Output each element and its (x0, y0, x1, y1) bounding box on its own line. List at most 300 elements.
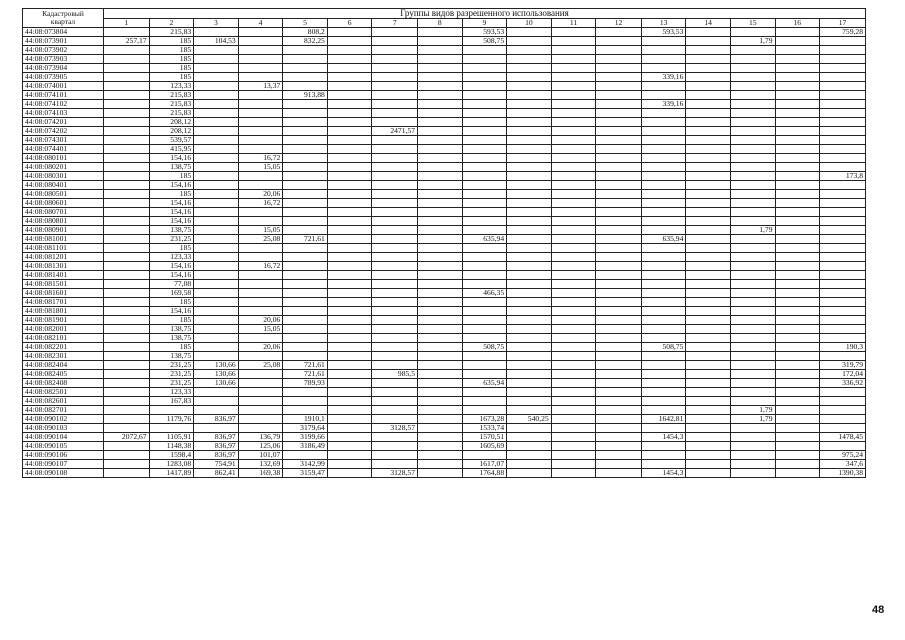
value-cell-group-17 (820, 244, 866, 253)
value-cell-group-6 (327, 316, 372, 325)
value-cell-group-6 (327, 37, 372, 46)
value-cell-group-7 (372, 154, 418, 163)
value-cell-group-7: 2471,57 (372, 127, 418, 136)
value-cell-group-10 (507, 253, 552, 262)
value-cell-group-15: 1,79 (730, 406, 775, 415)
value-cell-group-1 (104, 172, 150, 181)
value-cell-group-1 (104, 361, 150, 370)
cadastral-quarter-cell: 44:08:074401 (23, 145, 104, 154)
cadastral-quarter-cell: 44:08:090105 (23, 442, 104, 451)
value-cell-group-10 (507, 127, 552, 136)
value-cell-group-15 (730, 235, 775, 244)
value-cell-group-4 (238, 172, 283, 181)
value-cell-group-1 (104, 352, 150, 361)
value-cell-group-7 (372, 316, 418, 325)
value-cell-group-12 (596, 100, 642, 109)
value-cell-group-1 (104, 262, 150, 271)
value-cell-group-4 (238, 370, 283, 379)
value-cell-group-12 (596, 361, 642, 370)
value-cell-group-14 (686, 352, 731, 361)
table-row (23, 289, 866, 298)
value-cell-group-11 (551, 253, 596, 262)
value-cell-group-6 (327, 397, 372, 406)
value-cell-group-16 (775, 190, 820, 199)
value-cell-group-8 (418, 442, 463, 451)
value-cell-group-8 (418, 154, 463, 163)
value-cell-group-11 (551, 361, 596, 370)
value-cell-group-6 (327, 208, 372, 217)
table-row (23, 370, 866, 379)
value-cell-group-16 (775, 37, 820, 46)
value-cell-group-5 (283, 73, 328, 82)
value-cell-group-9 (462, 118, 507, 127)
value-cell-group-2: 154,16 (149, 271, 194, 280)
page-number: 48 (872, 604, 885, 616)
value-cell-group-10 (507, 55, 552, 64)
value-cell-group-4: 16,72 (238, 154, 283, 163)
value-cell-group-16 (775, 262, 820, 271)
value-cell-group-11 (551, 469, 596, 478)
cadastral-quarter-cell: 44:08:080401 (23, 181, 104, 190)
value-cell-group-3 (194, 181, 239, 190)
value-cell-group-13 (641, 127, 686, 136)
value-cell-group-1 (104, 100, 150, 109)
value-cell-group-12 (596, 343, 642, 352)
value-cell-group-10 (507, 154, 552, 163)
value-cell-group-3 (194, 145, 239, 154)
column-number-5: 5 (283, 19, 328, 28)
value-cell-group-3 (194, 280, 239, 289)
value-cell-group-16 (775, 172, 820, 181)
column-number-7: 7 (372, 19, 418, 28)
value-cell-group-7 (372, 262, 418, 271)
value-cell-group-16 (775, 154, 820, 163)
value-cell-group-13 (641, 271, 686, 280)
value-cell-group-10 (507, 343, 552, 352)
value-cell-group-9: 593,53 (462, 28, 507, 37)
value-cell-group-11 (551, 163, 596, 172)
value-cell-group-6 (327, 190, 372, 199)
cadastral-quarter-cell: 44:08:082001 (23, 325, 104, 334)
value-cell-group-8 (418, 406, 463, 415)
value-cell-group-13 (641, 244, 686, 253)
value-cell-group-8 (418, 172, 463, 181)
value-cell-group-11 (551, 316, 596, 325)
value-cell-group-13 (641, 64, 686, 73)
value-cell-group-13 (641, 190, 686, 199)
value-cell-group-10 (507, 91, 552, 100)
value-cell-group-12 (596, 397, 642, 406)
value-cell-group-17 (820, 145, 866, 154)
value-cell-group-1 (104, 424, 150, 433)
value-cell-group-6 (327, 172, 372, 181)
value-cell-group-1 (104, 199, 150, 208)
value-cell-group-15 (730, 73, 775, 82)
value-cell-group-9 (462, 181, 507, 190)
value-cell-group-4 (238, 91, 283, 100)
value-cell-group-8 (418, 361, 463, 370)
value-cell-group-9: 1617,07 (462, 460, 507, 469)
value-cell-group-17: 1390,38 (820, 469, 866, 478)
value-cell-group-14 (686, 91, 731, 100)
value-cell-group-5 (283, 289, 328, 298)
cadastral-quarter-cell: 44:08:082408 (23, 379, 104, 388)
value-cell-group-3 (194, 208, 239, 217)
value-cell-group-3 (194, 118, 239, 127)
value-cell-group-5 (283, 145, 328, 154)
value-cell-group-14 (686, 415, 731, 424)
value-cell-group-7 (372, 217, 418, 226)
value-cell-group-17 (820, 262, 866, 271)
value-cell-group-2: 231,25 (149, 379, 194, 388)
value-cell-group-3 (194, 325, 239, 334)
value-cell-group-12 (596, 64, 642, 73)
column-number-11: 11 (551, 19, 596, 28)
value-cell-group-13 (641, 379, 686, 388)
value-cell-group-5: 789,93 (283, 379, 328, 388)
value-cell-group-5 (283, 55, 328, 64)
value-cell-group-12 (596, 316, 642, 325)
value-cell-group-4: 15,05 (238, 163, 283, 172)
value-cell-group-17 (820, 226, 866, 235)
value-cell-group-1: 2072,67 (104, 433, 150, 442)
value-cell-group-7 (372, 406, 418, 415)
value-cell-group-1 (104, 46, 150, 55)
value-cell-group-13 (641, 388, 686, 397)
value-cell-group-8 (418, 307, 463, 316)
value-cell-group-12 (596, 298, 642, 307)
value-cell-group-6 (327, 442, 372, 451)
value-cell-group-8 (418, 343, 463, 352)
value-cell-group-16 (775, 91, 820, 100)
value-cell-group-15 (730, 271, 775, 280)
value-cell-group-8 (418, 334, 463, 343)
value-cell-group-4 (238, 334, 283, 343)
value-cell-group-14 (686, 370, 731, 379)
value-cell-group-6 (327, 136, 372, 145)
value-cell-group-5: 3142,99 (283, 460, 328, 469)
value-cell-group-4 (238, 55, 283, 64)
value-cell-group-15 (730, 136, 775, 145)
value-cell-group-14 (686, 118, 731, 127)
value-cell-group-17 (820, 37, 866, 46)
value-cell-group-10 (507, 109, 552, 118)
value-cell-group-7 (372, 100, 418, 109)
value-cell-group-8 (418, 163, 463, 172)
value-cell-group-2: 1598,4 (149, 451, 194, 460)
cadastral-quarter-cell: 44:08:073901 (23, 37, 104, 46)
cadastral-quarter-cell: 44:08:081101 (23, 244, 104, 253)
value-cell-group-10 (507, 424, 552, 433)
cadastral-quarter-cell: 44:08:090102 (23, 415, 104, 424)
value-cell-group-5 (283, 406, 328, 415)
value-cell-group-15: 1,79 (730, 37, 775, 46)
value-cell-group-5 (283, 397, 328, 406)
value-cell-group-12 (596, 73, 642, 82)
value-cell-group-5 (283, 46, 328, 55)
value-cell-group-5 (283, 172, 328, 181)
value-cell-group-14 (686, 253, 731, 262)
value-cell-group-12 (596, 37, 642, 46)
value-cell-group-2 (149, 406, 194, 415)
value-cell-group-12 (596, 424, 642, 433)
value-cell-group-2: 138,75 (149, 334, 194, 343)
value-cell-group-3: 104,53 (194, 37, 239, 46)
value-cell-group-5 (283, 325, 328, 334)
value-cell-group-16 (775, 217, 820, 226)
value-cell-group-16 (775, 316, 820, 325)
value-cell-group-12 (596, 163, 642, 172)
kadastr-header-line2: квартал (50, 17, 76, 26)
value-cell-group-8 (418, 415, 463, 424)
value-cell-group-15 (730, 352, 775, 361)
value-cell-group-12 (596, 370, 642, 379)
value-cell-group-15: 1,79 (730, 415, 775, 424)
value-cell-group-11 (551, 190, 596, 199)
value-cell-group-15 (730, 91, 775, 100)
table-row (23, 433, 866, 442)
value-cell-group-4 (238, 244, 283, 253)
value-cell-group-13 (641, 460, 686, 469)
value-cell-group-2: 185 (149, 316, 194, 325)
value-cell-group-7 (372, 307, 418, 316)
value-cell-group-17 (820, 46, 866, 55)
table-row (23, 145, 866, 154)
value-cell-group-16 (775, 163, 820, 172)
value-cell-group-9: 508,75 (462, 343, 507, 352)
value-cell-group-17 (820, 154, 866, 163)
value-cell-group-17 (820, 199, 866, 208)
kadastr-column-header (23, 9, 104, 28)
cadastral-quarter-cell: 44:08:080601 (23, 199, 104, 208)
value-cell-group-6 (327, 433, 372, 442)
value-cell-group-5 (283, 181, 328, 190)
value-cell-group-14 (686, 433, 731, 442)
value-cell-group-5: 3179,64 (283, 424, 328, 433)
value-cell-group-15 (730, 190, 775, 199)
value-cell-group-4: 101,07 (238, 451, 283, 460)
value-cell-group-3 (194, 136, 239, 145)
value-cell-group-2: 231,25 (149, 370, 194, 379)
value-cell-group-3: 836,97 (194, 433, 239, 442)
value-cell-group-11 (551, 433, 596, 442)
value-cell-group-2: 185 (149, 298, 194, 307)
value-cell-group-8 (418, 289, 463, 298)
value-cell-group-12 (596, 334, 642, 343)
value-cell-group-12 (596, 235, 642, 244)
value-cell-group-8 (418, 298, 463, 307)
value-cell-group-2: 185 (149, 64, 194, 73)
value-cell-group-11 (551, 28, 596, 37)
value-cell-group-4 (238, 298, 283, 307)
value-cell-group-5 (283, 208, 328, 217)
cadastral-quarter-cell: 44:08:073904 (23, 64, 104, 73)
value-cell-group-16 (775, 451, 820, 460)
table-row (23, 343, 866, 352)
value-cell-group-7 (372, 397, 418, 406)
value-cell-group-9 (462, 280, 507, 289)
value-cell-group-15 (730, 451, 775, 460)
value-cell-group-12 (596, 136, 642, 145)
value-cell-group-7 (372, 244, 418, 253)
value-cell-group-11 (551, 442, 596, 451)
value-cell-group-13 (641, 361, 686, 370)
value-cell-group-13 (641, 253, 686, 262)
value-cell-group-4: 136,79 (238, 433, 283, 442)
value-cell-group-11 (551, 154, 596, 163)
value-cell-group-15 (730, 388, 775, 397)
value-cell-group-8 (418, 136, 463, 145)
table-body (23, 28, 866, 478)
value-cell-group-15 (730, 208, 775, 217)
value-cell-group-11 (551, 451, 596, 460)
value-cell-group-1 (104, 271, 150, 280)
value-cell-group-2: 231,25 (149, 235, 194, 244)
value-cell-group-1 (104, 334, 150, 343)
value-cell-group-2: 208,12 (149, 127, 194, 136)
value-cell-group-6 (327, 271, 372, 280)
value-cell-group-8 (418, 262, 463, 271)
value-cell-group-14 (686, 190, 731, 199)
value-cell-group-17 (820, 55, 866, 64)
value-cell-group-9: 1570,51 (462, 433, 507, 442)
value-cell-group-7 (372, 415, 418, 424)
value-cell-group-5 (283, 316, 328, 325)
value-cell-group-11 (551, 289, 596, 298)
value-cell-group-15 (730, 28, 775, 37)
value-cell-group-2: 185 (149, 190, 194, 199)
value-cell-group-5: 913,88 (283, 91, 328, 100)
value-cell-group-17: 975,24 (820, 451, 866, 460)
value-cell-group-17 (820, 298, 866, 307)
value-cell-group-12 (596, 352, 642, 361)
value-cell-group-10 (507, 217, 552, 226)
cadastral-quarter-cell: 44:08:090107 (23, 460, 104, 469)
value-cell-group-17 (820, 100, 866, 109)
value-cell-group-7: 3128,57 (372, 424, 418, 433)
value-cell-group-8 (418, 190, 463, 199)
cadastral-quarter-cell: 44:08:080501 (23, 190, 104, 199)
table-row (23, 181, 866, 190)
cadastral-quarter-cell: 44:08:074202 (23, 127, 104, 136)
value-cell-group-4 (238, 28, 283, 37)
value-cell-group-9 (462, 64, 507, 73)
value-cell-group-3 (194, 235, 239, 244)
value-cell-group-17: 1478,45 (820, 433, 866, 442)
value-cell-group-10 (507, 262, 552, 271)
value-cell-group-13 (641, 298, 686, 307)
value-cell-group-7 (372, 379, 418, 388)
value-cell-group-9 (462, 361, 507, 370)
column-number-14: 14 (686, 19, 731, 28)
value-cell-group-2: 154,16 (149, 199, 194, 208)
value-cell-group-13: 593,53 (641, 28, 686, 37)
value-cell-group-1 (104, 145, 150, 154)
value-cell-group-10 (507, 199, 552, 208)
value-cell-group-8 (418, 433, 463, 442)
value-cell-group-14 (686, 289, 731, 298)
value-cell-group-14 (686, 307, 731, 316)
value-cell-group-11 (551, 118, 596, 127)
value-cell-group-7 (372, 82, 418, 91)
value-cell-group-3: 754,91 (194, 460, 239, 469)
value-cell-group-12 (596, 55, 642, 64)
value-cell-group-16 (775, 361, 820, 370)
value-cell-group-9 (462, 406, 507, 415)
value-cell-group-15 (730, 100, 775, 109)
value-cell-group-11 (551, 262, 596, 271)
value-cell-group-6 (327, 352, 372, 361)
value-cell-group-4 (238, 424, 283, 433)
value-cell-group-7 (372, 460, 418, 469)
cadastral-quarter-cell: 44:08:080301 (23, 172, 104, 181)
value-cell-group-17 (820, 190, 866, 199)
value-cell-group-4 (238, 388, 283, 397)
value-cell-group-11 (551, 199, 596, 208)
table-row (23, 379, 866, 388)
cadastral-quarter-cell: 44:08:090104 (23, 433, 104, 442)
value-cell-group-3 (194, 316, 239, 325)
value-cell-group-5 (283, 217, 328, 226)
value-cell-group-16 (775, 46, 820, 55)
value-cell-group-6 (327, 199, 372, 208)
value-cell-group-10 (507, 64, 552, 73)
value-cell-group-17 (820, 253, 866, 262)
cadastral-quarter-cell: 44:08:080901 (23, 226, 104, 235)
value-cell-group-5 (283, 451, 328, 460)
value-cell-group-11 (551, 208, 596, 217)
value-cell-group-1 (104, 118, 150, 127)
value-cell-group-16 (775, 244, 820, 253)
value-cell-group-4 (238, 208, 283, 217)
cadastral-quarter-cell: 44:08:080101 (23, 154, 104, 163)
table-row (23, 64, 866, 73)
value-cell-group-6 (327, 118, 372, 127)
value-cell-group-11 (551, 406, 596, 415)
value-cell-group-6 (327, 82, 372, 91)
value-cell-group-4 (238, 397, 283, 406)
value-cell-group-17 (820, 163, 866, 172)
value-cell-group-8 (418, 253, 463, 262)
value-cell-group-10 (507, 136, 552, 145)
table-row (23, 361, 866, 370)
value-cell-group-4 (238, 271, 283, 280)
value-cell-group-5 (283, 136, 328, 145)
value-cell-group-9 (462, 145, 507, 154)
value-cell-group-16 (775, 442, 820, 451)
value-cell-group-2: 1148,38 (149, 442, 194, 451)
table-row (23, 190, 866, 199)
value-cell-group-13 (641, 145, 686, 154)
value-cell-group-10 (507, 316, 552, 325)
value-cell-group-1 (104, 289, 150, 298)
value-cell-group-1 (104, 325, 150, 334)
value-cell-group-11 (551, 343, 596, 352)
value-cell-group-4 (238, 352, 283, 361)
value-cell-group-15 (730, 343, 775, 352)
value-cell-group-13 (641, 325, 686, 334)
value-cell-group-2: 154,16 (149, 154, 194, 163)
value-cell-group-2: 215,83 (149, 28, 194, 37)
value-cell-group-8 (418, 397, 463, 406)
value-cell-group-10 (507, 406, 552, 415)
value-cell-group-7 (372, 352, 418, 361)
table-row (23, 451, 866, 460)
value-cell-group-4 (238, 127, 283, 136)
value-cell-group-13 (641, 442, 686, 451)
table-row (23, 424, 866, 433)
value-cell-group-4: 15,05 (238, 226, 283, 235)
